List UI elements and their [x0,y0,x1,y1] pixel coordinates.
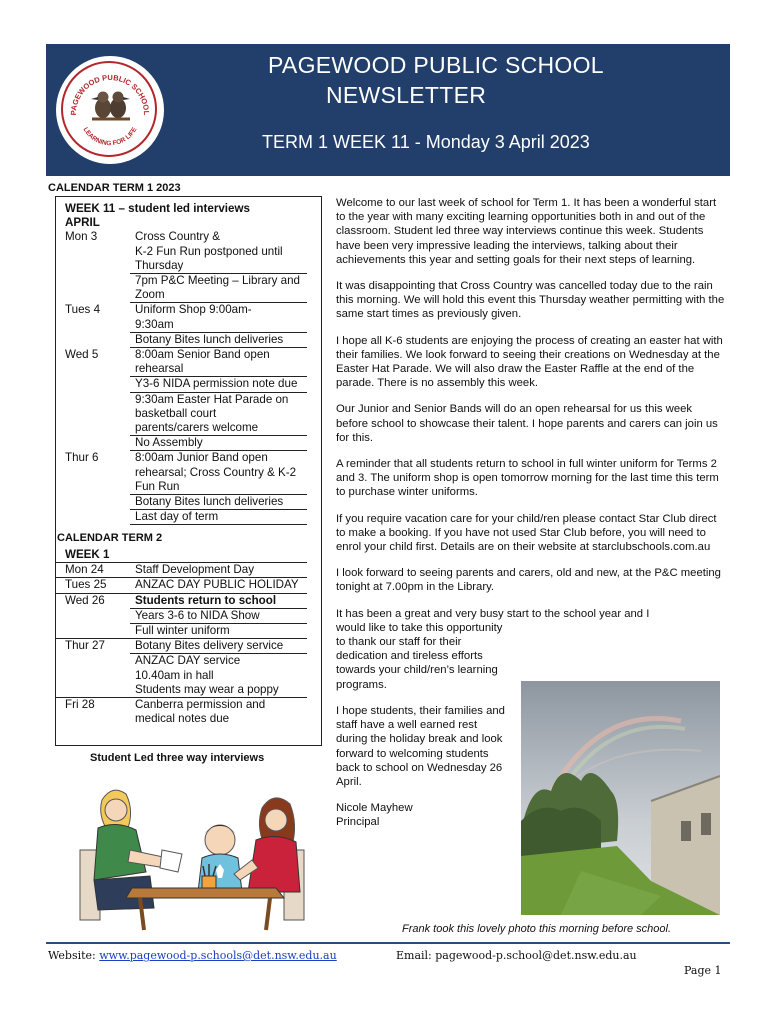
newsletter-banner [46,44,730,176]
calendar-event: Years 3-6 to NIDA Show [130,608,307,623]
calendar-day: Thur 27 [65,639,105,653]
calendar-day [56,608,130,623]
newsletter-title-line1: PAGEWOOD PUBLIC SCHOOL [268,52,604,78]
newsletter-title-line2: NEWSLETTER [326,82,487,108]
calendar-term2-table [56,548,307,726]
calendar-day: Mon 3 [65,230,98,244]
rainbow-photo [521,681,720,915]
photo-caption: Frank took this lovely photo this morning before school. [402,923,672,935]
calendar-day [56,332,130,347]
calendar-event: No Assembly [130,436,307,451]
letter-paragraph: I look forward to seeing parents and carers, old and new, at the P&C meeting tonight at 7.00pm in the Library. [336,567,721,594]
letter-paragraph: Our Junior and Senior Bands will do an open rehearsal for us this week before school to showcase their talent. I hope parents and carers can join us for this. [336,403,718,444]
calendar-event: Uniform Shop 9:00am- 9:30am [130,303,307,332]
calendar-day: Tues 25 [56,578,130,593]
calendar-week-heading: WEEK 1 [56,548,307,563]
calendar-day: Wed 5 [65,347,99,361]
footer-email: Email: pagewood-p.school@det.nsw.edu.au [396,949,637,962]
calendar-event: ANZAC DAY service 10.40am in hall Students may wear a poppy [130,654,307,698]
calendar-day [56,510,130,525]
calendar-event: 8:00am Junior Band open rehearsal; Cross Country & K-2 Fun Run [130,451,307,495]
website-link[interactable]: www.pagewood-p.schools@det.nsw.edu.au [99,949,337,962]
calendar-day [56,495,130,510]
calendar-event: Last day of term [130,510,307,525]
letter-paragraph: I hope students, their families and staff have a well earned rest during the holiday break and look forward to welcoming students back to school on Wednesday 26 April. [336,704,505,788]
letter-paragraph: It was disappointing that Cross Country was cancelled today due to the rain this morning. We will hold this event this Thursday weather permitting with the same start times as previously given. [336,280,725,321]
calendar-day: Wed 26 [65,593,105,607]
calendar-event: Canberra permission and medical notes due [135,698,266,726]
signature-name: Nicole Mayhew [336,802,413,815]
calendar-event: 9:30am Easter Hat Parade on basketball court parents/carers welcome [130,392,307,436]
term-date-line: TERM 1 WEEK 11 - Monday 3 April 2023 [262,132,590,152]
calendar-event: Staff Development Day [130,563,307,578]
calendar-event: ANZAC DAY PUBLIC HOLIDAY [130,578,307,593]
calendar-event: Full winter uniform [130,624,307,639]
calendar-month: APRIL [65,216,100,230]
calendar-event: Y3-6 NIDA permission note due [130,377,307,392]
calendar-week-heading: WEEK 11 – student led interviews [65,202,250,215]
calendar-term1-table [56,202,307,525]
interview-illustration [70,780,314,940]
calendar-day: Thur 6 [65,450,99,464]
calendar-day [56,392,130,436]
logo-text: PAGEWOOD PUBLIC SCHOOL [68,72,152,116]
calendar-event: Botany Bites lunch deliveries [130,332,307,347]
letter-paragraph: It has been a great and very busy start to the school year and I [336,607,650,620]
calendar-event: 8:00am Senior Band open rehearsal [130,348,307,377]
calendar-day: Tues 4 [65,302,101,316]
calendar-event: 7pm P&C Meeting – Library and Zoom [130,274,307,303]
kookaburra-icon [91,92,130,120]
calendar-term2-heading: CALENDAR TERM 2 [57,532,163,544]
footer-divider [46,942,730,944]
calendar-event: Botany Bites delivery service [130,639,307,654]
calendar-day [56,377,130,392]
illustration-caption: Student Led three way interviews [90,752,265,764]
calendar-event: Students return to school [130,593,307,608]
letter-paragraph: Welcome to our last week of school for Term 1. It has been a wonderful start to the year with many exciting learning opportunities both in and out of the classroom. Student led three way interviews continue this week. Students have been very impressive leading the interviews, talking about their achievements this year and setting goals for their next steps of learning. [336,197,717,266]
calendar-event: Cross Country & K-2 Fun Run postponed until Thursday [130,230,307,273]
calendar-day: Mon 24 [56,563,130,578]
svg-text:LEARNING FOR LIFE [82,126,139,148]
logo-motto: LEARNING FOR LIFE [81,126,139,148]
school-logo [56,56,164,164]
letter-paragraph: A reminder that all students return to school in full winter uniform for Terms 2 and 3. The uniform shop is open tomorrow morning for the last time this term to purchase winter uniforms. [336,458,719,499]
calendar-day [56,624,130,639]
calendar-day [56,436,130,451]
calendar-event: Botany Bites lunch deliveries [130,495,307,510]
calendar-day: Fri 28 [65,698,95,712]
website-label: Website: [48,949,100,962]
calendar-day [56,274,130,303]
calendar-heading: CALENDAR TERM 1 2023 [48,182,181,194]
letter-paragraph: I hope all K-6 students are enjoying the process of creating an easter hat with their families. We look forward to seeing their creations on Wednesday at the Easter Hat Parade. We will also draw the Easter Raffle at the end of the parade. There is no assembly this week. [336,334,723,390]
letter-paragraph: would like to take this opportunity to thank our staff for their dedication and tireless efforts towards your child/ren’s learning programs. [336,621,503,691]
parent-figure [234,798,300,892]
calendar-day [56,654,130,698]
letter-paragraph: If you require vacation care for your child/ren please contact Star Club direct to make a booking. If you have not used Star Club before, you will need to enrol your child first. Details are on their website at starclubschools.com.au [336,512,717,554]
page-number: Page 1 [684,964,722,977]
footer-website [48,949,337,962]
signature-title: Principal [336,816,380,829]
